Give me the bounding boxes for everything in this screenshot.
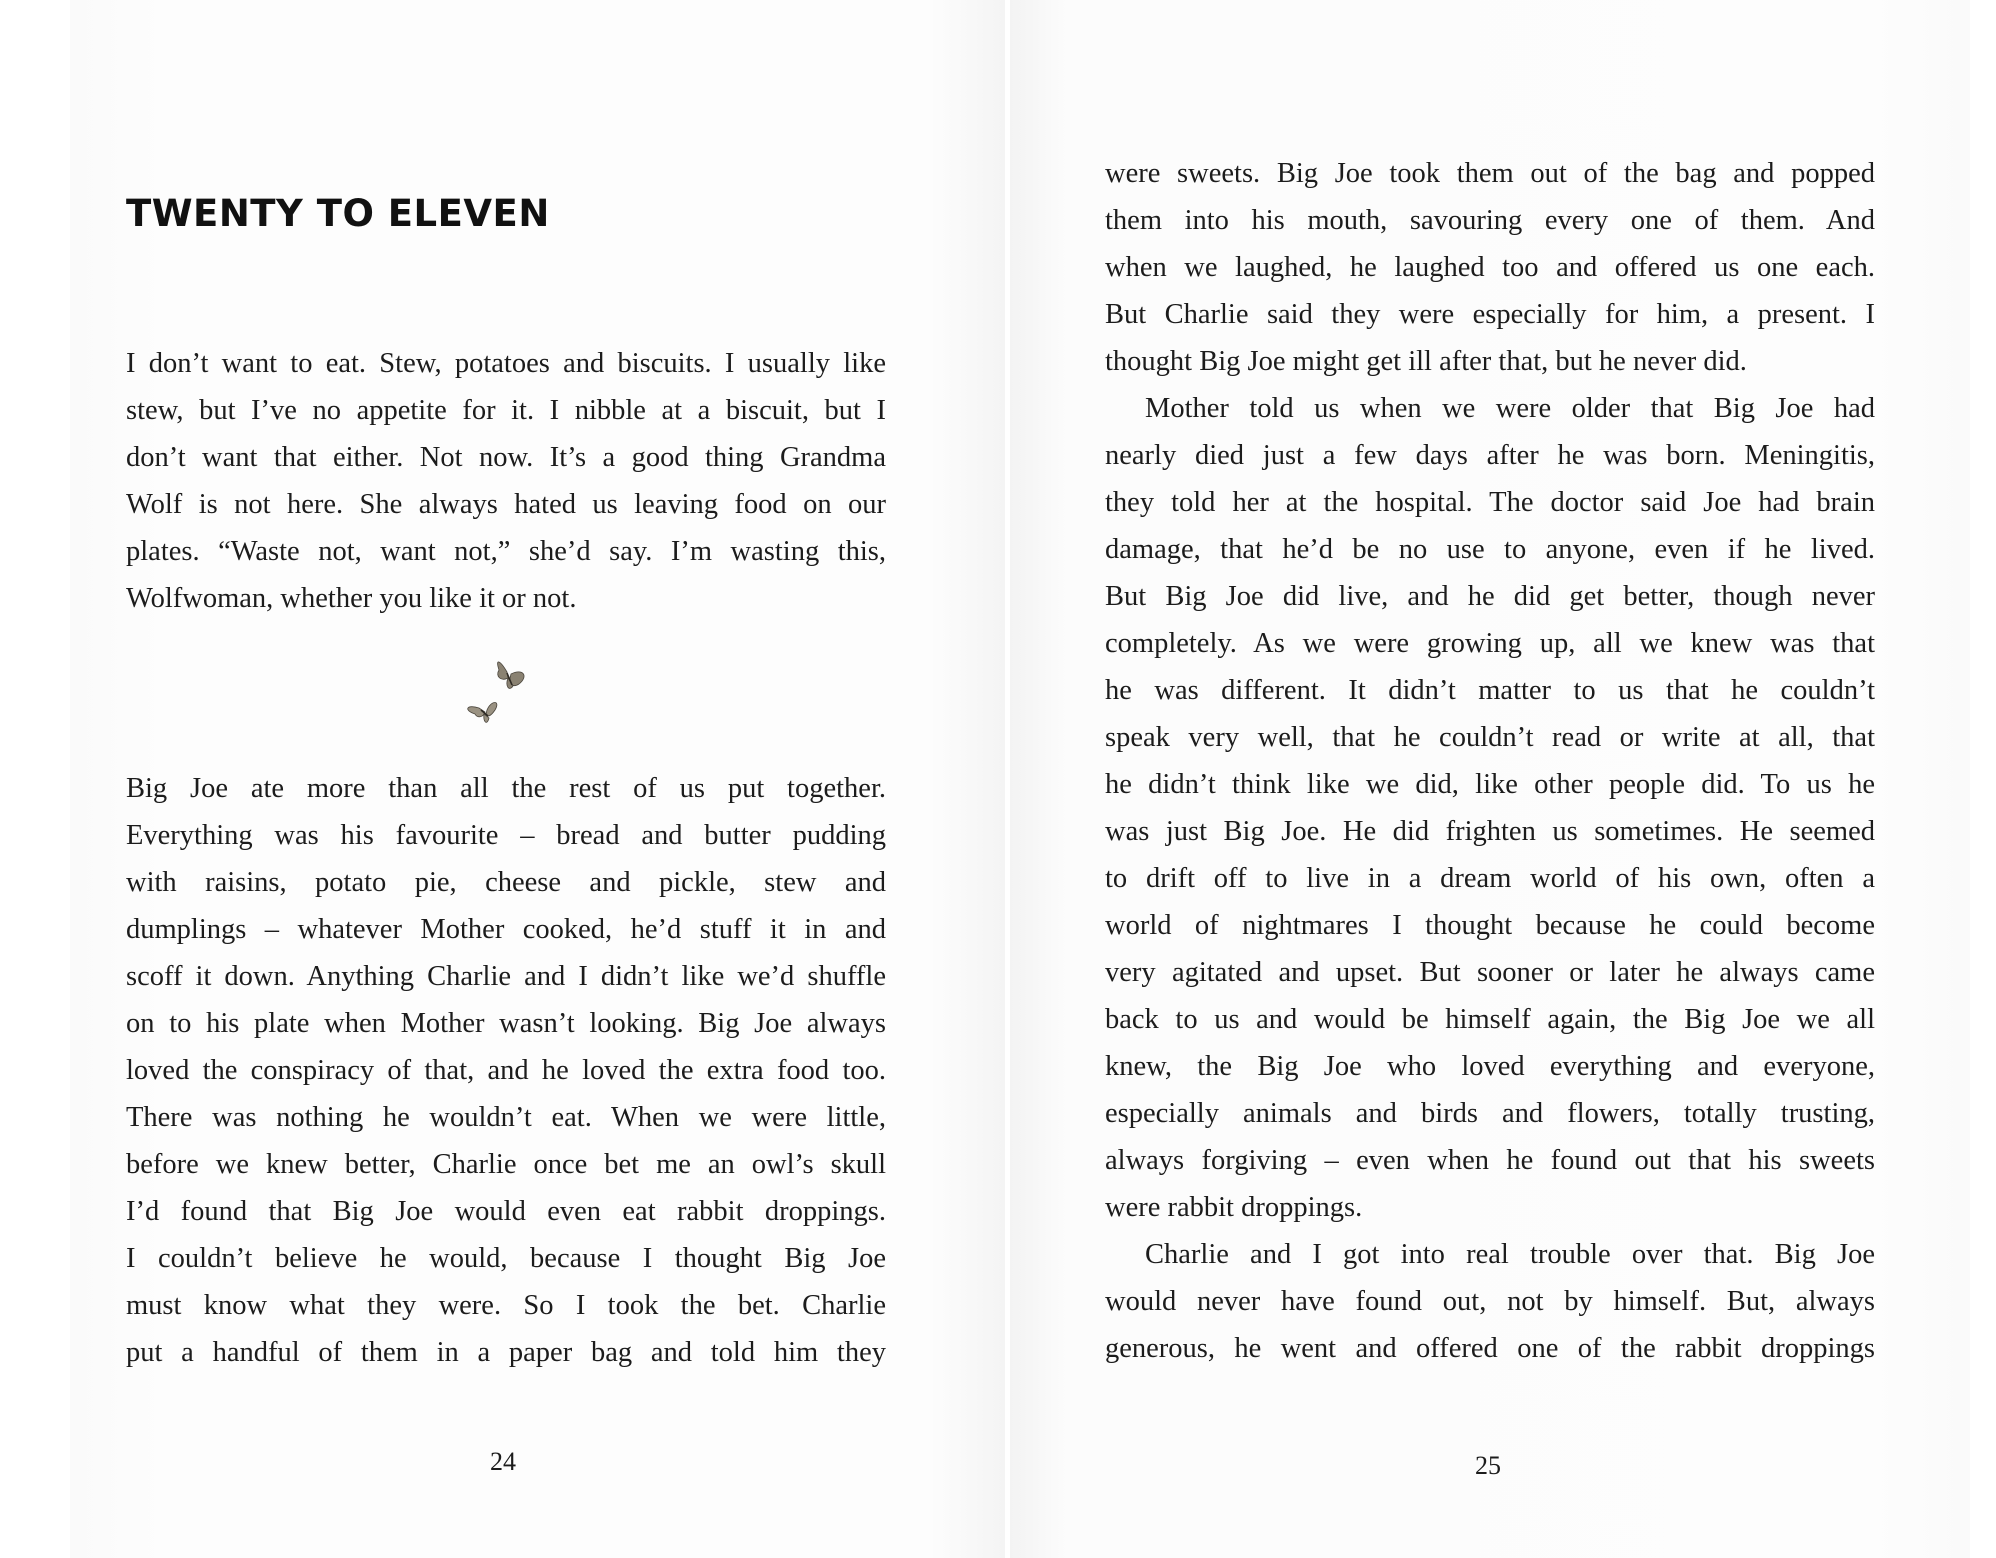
text-line: would never have found out, not by himself. But, always bbox=[1105, 1286, 1875, 1317]
text-line: when we laughed, he laughed too and offered us one each. bbox=[1105, 252, 1875, 283]
text-line: he was different. It didn’t matter to us that he couldn’t bbox=[1105, 675, 1875, 706]
text-line: was just Big Joe. He did frighten us sometimes. He seemed bbox=[1105, 816, 1875, 847]
page-number-left: 24 bbox=[490, 1447, 516, 1476]
butterflies-ornament-icon bbox=[455, 652, 555, 732]
right-page-text bbox=[1105, 150, 1875, 1372]
text-line: But Charlie said they were especially for him, a present. I bbox=[1105, 299, 1875, 330]
text-line: were rabbit droppings. bbox=[1105, 1192, 1363, 1223]
text-line: always forgiving – even when he found out that his sweets bbox=[1105, 1145, 1875, 1176]
text-line: scoff it down. Anything Charlie and I didn’t like we’d shuffle bbox=[126, 961, 886, 992]
text-line: Everything was his favourite – bread and butter pudding bbox=[126, 820, 886, 851]
text-line: Mother told us when we were older that Big Joe had bbox=[1145, 393, 1875, 424]
text-line: he didn’t think like we did, like other people did. To us he bbox=[1105, 769, 1875, 800]
text-line: they told her at the hospital. The doctor said Joe had brain bbox=[1105, 487, 1875, 518]
text-line: especially animals and birds and flowers, totally trusting, bbox=[1105, 1098, 1875, 1129]
text-line: Wolfwoman, whether you like it or not. bbox=[126, 583, 577, 614]
text-line: put a handful of them in a paper bag and told him they bbox=[126, 1337, 886, 1368]
text-line: world of nightmares I thought because he could become bbox=[1105, 910, 1875, 941]
text-line: Charlie and I got into real trouble over that. Big Joe bbox=[1145, 1239, 1875, 1270]
text-line: completely. As we were growing up, all we knew was that bbox=[1105, 628, 1875, 659]
left-paragraph-2 bbox=[126, 765, 886, 1376]
text-line: I don’t want to eat. Stew, potatoes and biscuits. I usually like bbox=[126, 348, 886, 379]
text-line: I couldn’t believe he would, because I thought Big Joe bbox=[126, 1243, 886, 1274]
text-line: speak very well, that he couldn’t read or write at all, that bbox=[1105, 722, 1875, 753]
text-line: loved the conspiracy of that, and he loved the extra food too. bbox=[126, 1055, 886, 1086]
text-line: There was nothing he wouldn’t eat. When we were little, bbox=[126, 1102, 886, 1133]
text-line: nearly died just a few days after he was born. Meningitis, bbox=[1105, 440, 1875, 471]
text-line: Big Joe ate more than all the rest of us put together. bbox=[126, 773, 886, 804]
text-line: to drift off to live in a dream world of his own, often a bbox=[1105, 863, 1875, 894]
text-line: stew, but I’ve no appetite for it. I nibble at a biscuit, but I bbox=[126, 395, 886, 426]
text-line: must know what they were. So I took the bet. Charlie bbox=[126, 1290, 886, 1321]
text-line: with raisins, potato pie, cheese and pickle, stew and bbox=[126, 867, 886, 898]
text-line: them into his mouth, savouring every one of them. And bbox=[1105, 205, 1875, 236]
text-line: I’d found that Big Joe would even eat rabbit droppings. bbox=[126, 1196, 886, 1227]
text-line: Wolf is not here. She always hated us leaving food on our bbox=[126, 489, 886, 520]
text-line: before we knew better, Charlie once bet me an owl’s skull bbox=[126, 1149, 886, 1180]
chapter-title: TWENTY TO ELEVEN bbox=[126, 192, 550, 235]
text-line: on to his plate when Mother wasn’t looking. Big Joe always bbox=[126, 1008, 886, 1039]
text-line: don’t want that either. Not now. It’s a good thing Grandma bbox=[126, 442, 886, 473]
text-line: But Big Joe did live, and he did get better, though never bbox=[1105, 581, 1875, 612]
text-line: knew, the Big Joe who loved everything and everyone, bbox=[1105, 1051, 1875, 1082]
text-line: back to us and would be himself again, the Big Joe we all bbox=[1105, 1004, 1875, 1035]
text-line: damage, that he’d be no use to anyone, even if he lived. bbox=[1105, 534, 1875, 565]
text-line: plates. “Waste not, want not,” she’d say. I’m wasting this, bbox=[126, 536, 886, 567]
text-line: very agitated and upset. But sooner or later he always came bbox=[1105, 957, 1875, 988]
text-line: were sweets. Big Joe took them out of the bag and popped bbox=[1105, 158, 1875, 189]
left-paragraph-1 bbox=[126, 340, 886, 622]
page-number-right: 25 bbox=[1475, 1451, 1501, 1480]
text-line: dumplings – whatever Mother cooked, he’d stuff it in and bbox=[126, 914, 886, 945]
text-line: generous, he went and offered one of the rabbit droppings bbox=[1105, 1333, 1875, 1364]
text-line: thought Big Joe might get ill after that, but he never did. bbox=[1105, 346, 1747, 377]
